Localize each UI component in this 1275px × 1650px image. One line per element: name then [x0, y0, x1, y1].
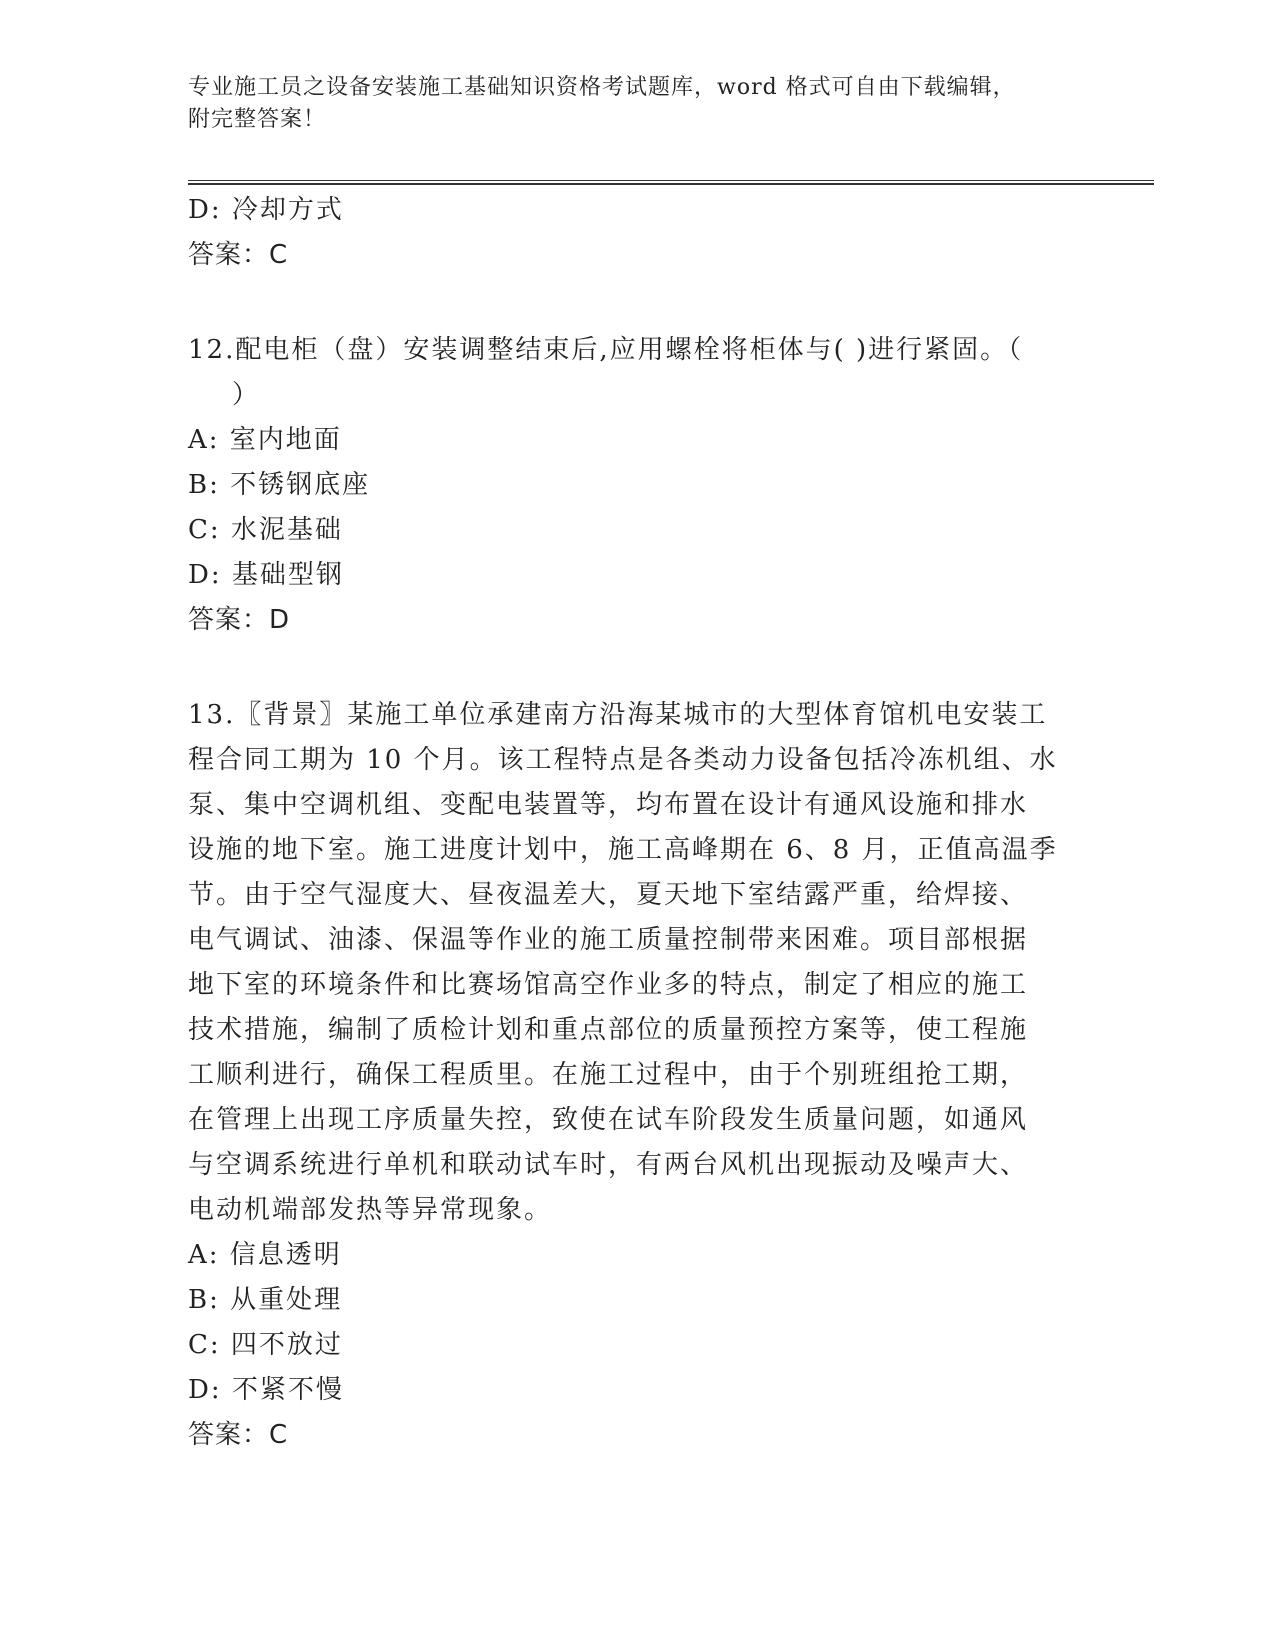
question-13-text-line: 地下室的环境条件和比赛场馆高空作业多的特点，制定了相应的施工 — [188, 970, 1029, 1000]
document-header — [188, 72, 1088, 136]
question-13-text-line: 设施的地下室。施工进度计划中，施工高峰期在 6、8 月，正值高温季 — [188, 835, 1058, 865]
question-13-answer: 答案：C — [188, 1420, 289, 1450]
spacer — [188, 643, 1088, 693]
spacer — [188, 278, 1088, 328]
question-12-option-d: D: 基础型钢 — [188, 560, 344, 590]
question-13-text-line: 技术措施，编制了质检计划和重点部位的质量预控方案等，使工程施 — [188, 1015, 1029, 1045]
question-13-text-line: 与空调系统进行单机和联动试车时，有两台风机出现振动及噪声大、 — [188, 1150, 1029, 1180]
question-12-option-a: A: 室内地面 — [188, 425, 342, 455]
question-13-text-line: 泵、集中空调机组、变配电装置等，均布置在设计有通风设施和排水 — [188, 790, 1029, 820]
question-12-option-b: B: 不锈钢底座 — [188, 470, 371, 500]
header-divider-thick — [188, 183, 1154, 185]
question-13-option-b: B: 从重处理 — [188, 1285, 343, 1315]
question-12-text-line-2: ） — [232, 380, 261, 410]
question-13-option-c: C: 四不放过 — [188, 1330, 343, 1360]
document-body — [188, 188, 1088, 1458]
question-13-text-line: 程合同工期为 10 个月。该工程特点是各类动力设备包括冷冻机组、水 — [188, 745, 1058, 775]
header-line-1: 专业施工员之设备安装施工基础知识资格考试题库，word 格式可自由下载编辑， — [188, 75, 1016, 100]
question-13-text-line: 13.〖背景〗某施工单位承建南方沿海某城市的大型体育馆机电安装工 — [188, 700, 1048, 730]
question-12 — [188, 328, 1088, 643]
prev-option-d: D: 冷却方式 — [188, 195, 344, 225]
header-line-2: 附完整答案！ — [188, 107, 327, 132]
header-divider-thin — [188, 180, 1154, 181]
question-13-text-line: 工顺利进行，确保工程质里。在施工过程中，由于个别班组抢工期， — [188, 1060, 1029, 1090]
question-13-text-line: 电气调试、油漆、保温等作业的施工质量控制带来困难。项目部根据 — [188, 925, 1029, 955]
question-13-text-line: 电动机端部发热等异常现象。 — [188, 1195, 553, 1225]
question-12-answer: 答案：D — [188, 605, 291, 635]
question-12-text-line-1: 12.配电柜（盘）安装调整结束后,应用螺栓将柜体与( )进行紧固。（ — [188, 335, 1024, 365]
question-13 — [188, 693, 1088, 1458]
question-13-text-line: 在管理上出现工序质量失控，致使在试车阶段发生质量问题，如通风 — [188, 1105, 1029, 1135]
question-12-option-c: C: 水泥基础 — [188, 515, 343, 545]
question-13-text-line: 节。由于空气湿度大、昼夜温差大，夏天地下室结露严重，给焊接、 — [188, 880, 1029, 910]
question-13-option-d: D: 不紧不慢 — [188, 1375, 344, 1405]
prev-answer: 答案：C — [188, 240, 289, 270]
question-13-option-a: A: 信息透明 — [188, 1240, 342, 1270]
